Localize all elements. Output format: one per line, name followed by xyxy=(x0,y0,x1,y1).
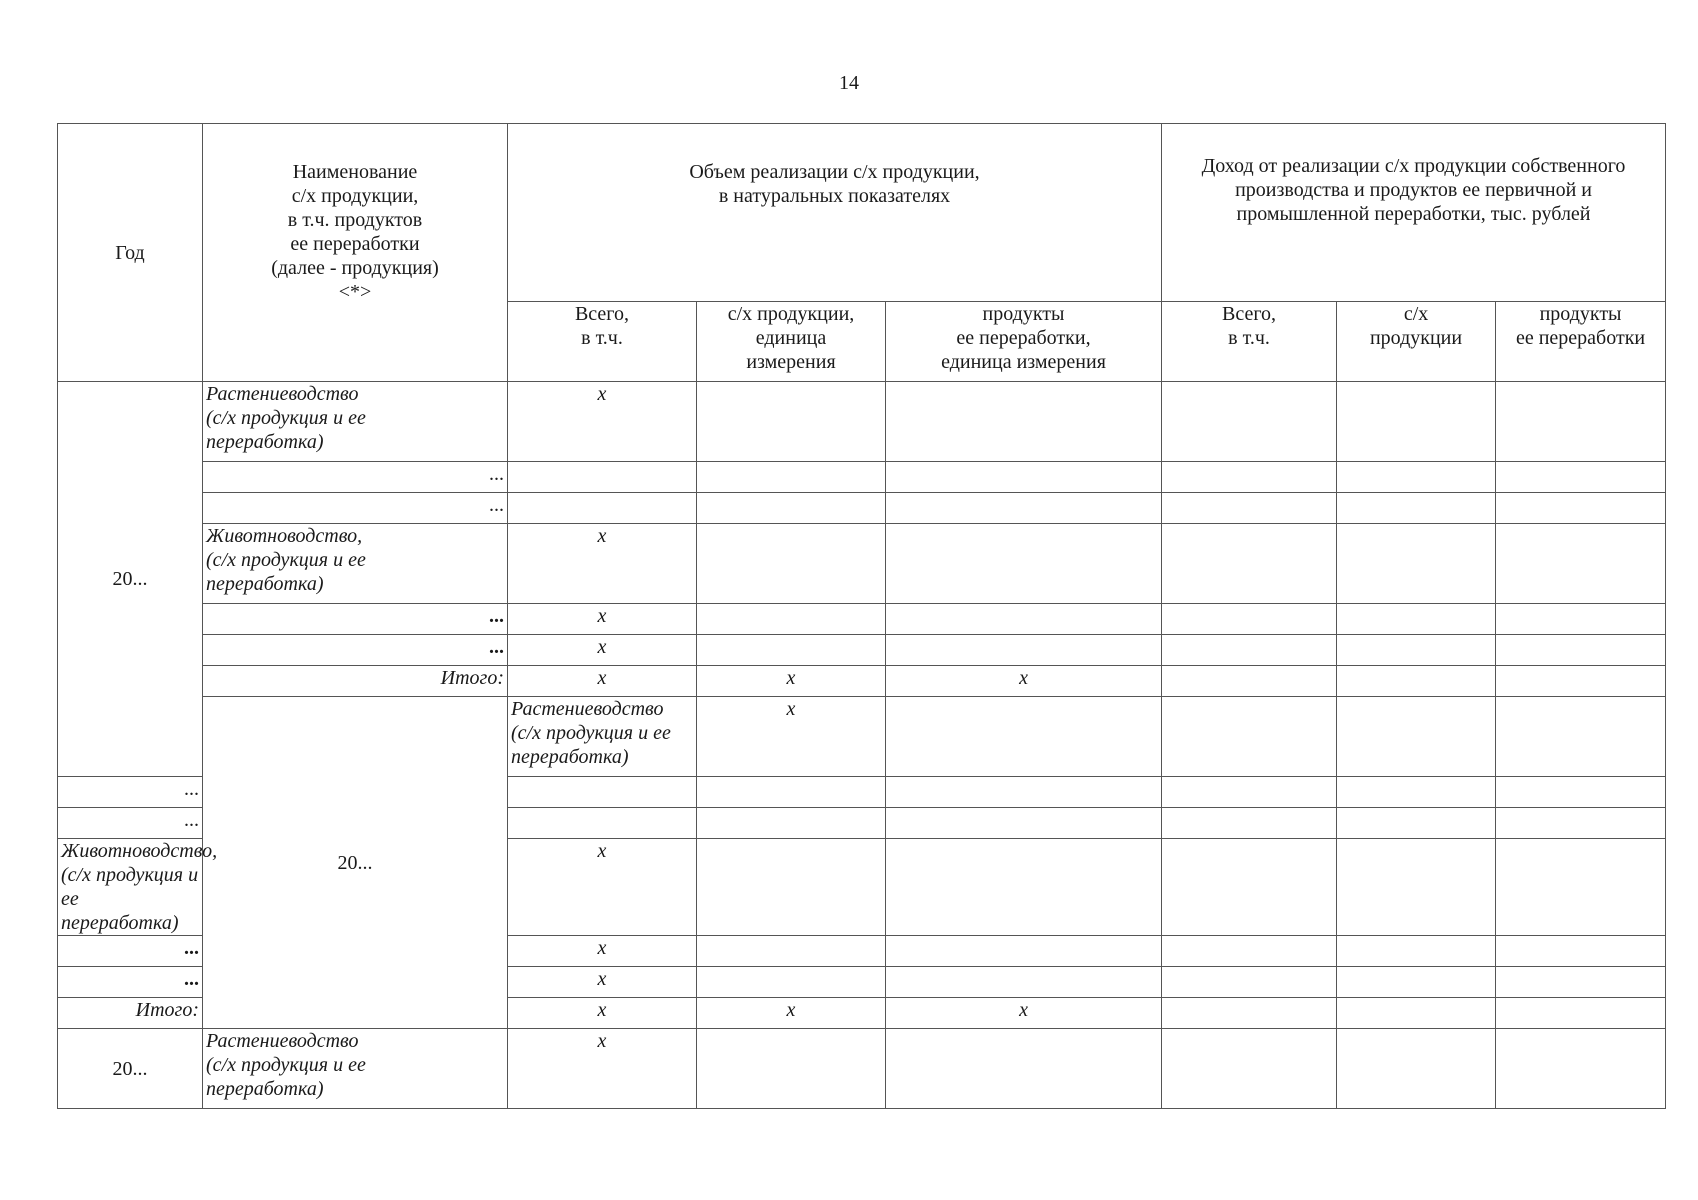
volume-total-header: Всего, в т.ч. xyxy=(508,302,697,382)
x-mark: x xyxy=(508,635,697,666)
x-mark: x xyxy=(697,666,886,697)
ellipsis-cell: ... xyxy=(58,967,203,998)
x-mark: x xyxy=(508,524,697,604)
table-row xyxy=(58,462,1666,493)
sales-report-table xyxy=(57,123,1666,1109)
category-livestock: Животноводство, (с/х продукция и ее переработка) xyxy=(203,524,508,604)
volume-group-header: Объем реализации с/х продукции, в натуральных показателях xyxy=(508,124,1162,302)
table-row xyxy=(58,493,1666,524)
income-agri-header: с/х продукции xyxy=(1337,302,1496,382)
year-cell: 20... xyxy=(58,1029,203,1109)
year-cell: 20... xyxy=(203,697,508,1029)
year-header: Год xyxy=(58,124,203,382)
x-mark: x xyxy=(508,1029,697,1109)
product-name-header: Наименование с/х продукции, в т.ч. продуктов ее переработки (далее - продукция) <*> xyxy=(203,124,508,382)
volume-agri-header: с/х продукции, единица измерения xyxy=(697,302,886,382)
income-group-header: Доход от реализации с/х продукции собственного производства и продуктов ее первичной и промышленной переработки, тыс. рублей xyxy=(1162,124,1666,302)
table-row xyxy=(58,604,1666,635)
income-total-header: Всего, в т.ч. xyxy=(1162,302,1337,382)
total-label: Итого: xyxy=(58,998,203,1029)
ellipsis-cell: ... xyxy=(203,604,508,635)
x-mark: x xyxy=(508,382,697,462)
category-crop: Растениеводство (с/х продукция и ее переработка) xyxy=(203,1029,508,1109)
table-row xyxy=(58,635,1666,666)
header-row-top xyxy=(58,124,1666,302)
x-mark: x xyxy=(508,666,697,697)
x-mark: x xyxy=(886,666,1162,697)
table-row xyxy=(58,697,1666,777)
category-crop: Растениеводство (с/х продукция и ее переработка) xyxy=(203,382,508,462)
ellipsis-cell: ... xyxy=(58,936,203,967)
year-cell: 20... xyxy=(58,382,203,777)
volume-processed-header: продукты ее переработки, единица измерения xyxy=(886,302,1162,382)
page-number: 14 xyxy=(839,72,859,94)
income-processed-header: продукты ее переработки xyxy=(1496,302,1666,382)
x-mark: x xyxy=(508,839,697,936)
table-row xyxy=(58,1029,1666,1109)
x-mark: x xyxy=(508,967,697,998)
total-label: Итого: xyxy=(203,666,508,697)
category-crop: Растениеводство (с/х продукция и ее переработка) xyxy=(508,697,697,777)
ellipsis-cell: ... xyxy=(203,493,508,524)
x-mark: x xyxy=(508,936,697,967)
x-mark: x xyxy=(886,998,1162,1029)
total-row xyxy=(58,666,1666,697)
table-row xyxy=(58,382,1666,462)
table-row xyxy=(58,524,1666,604)
x-mark: x xyxy=(697,998,886,1029)
x-mark: x xyxy=(508,604,697,635)
category-livestock: Животноводство, (с/х продукция и ее переработка) xyxy=(58,839,203,936)
ellipsis-cell: ... xyxy=(58,808,203,839)
x-mark: x xyxy=(508,998,697,1029)
ellipsis-cell: ... xyxy=(203,462,508,493)
ellipsis-cell: ... xyxy=(58,777,203,808)
x-mark: x xyxy=(697,697,886,777)
ellipsis-cell: ... xyxy=(203,635,508,666)
